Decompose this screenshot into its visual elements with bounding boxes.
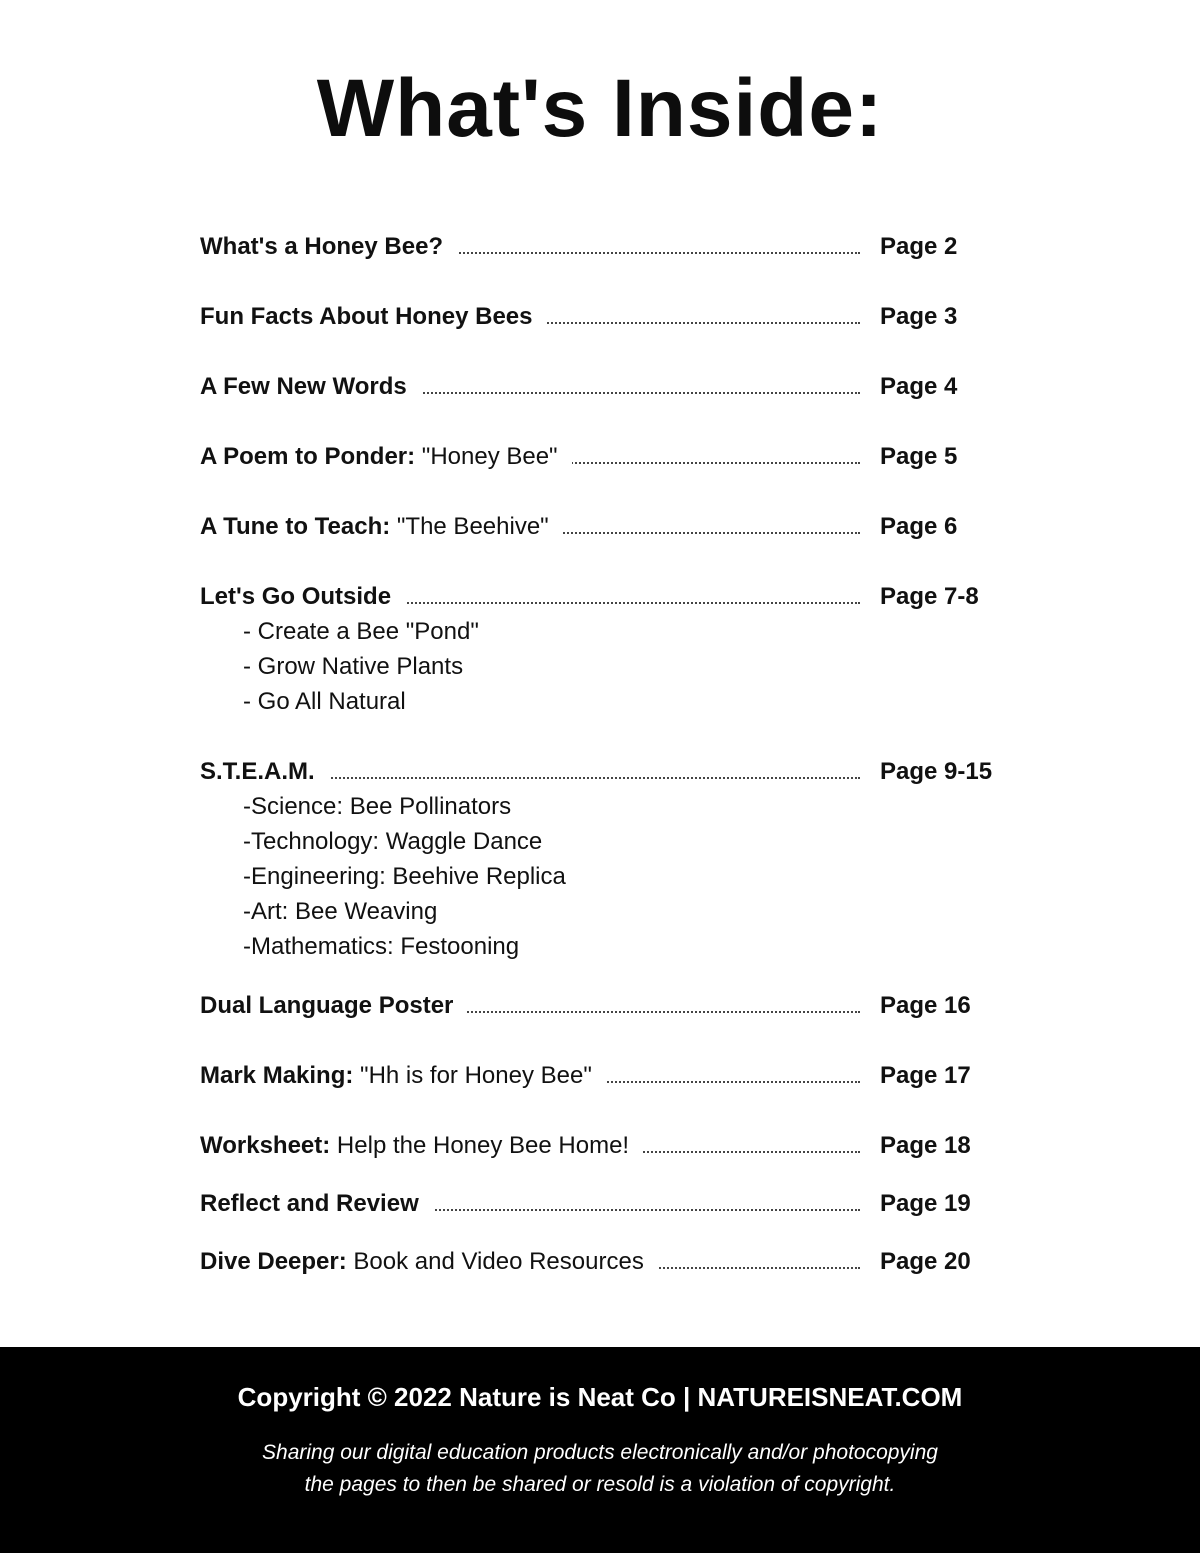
copyright-line: Copyright © 2022 Nature is Neat Co | NATUREISNEAT.COM (237, 1382, 963, 1412)
copyright-notice (0, 1437, 1200, 1501)
toc-entry (200, 755, 1020, 789)
entry-title: Dive Deeper: (200, 1248, 347, 1275)
entry-page: Page 3 (880, 303, 958, 330)
entry-page: Page 2 (880, 233, 958, 260)
entry-title: Let's Go Outside (200, 583, 392, 610)
copyright-notice-line: Sharing our digital education products electronically and/or photocopying (262, 1441, 938, 1464)
entry-subtitle: "Hh is for Honey Bee" (353, 1062, 592, 1089)
toc-entry (200, 580, 1020, 614)
toc-entry (200, 510, 1020, 544)
toc-subitem: -Mathematics: Festooning (243, 933, 520, 960)
entry-title: S.T.E.A.M. (200, 758, 315, 785)
toc-entry (200, 230, 1020, 264)
toc-entry (200, 1059, 1020, 1093)
toc-subitem: - Grow Native Plants (243, 653, 464, 680)
toc-entry (200, 1187, 1020, 1221)
entry-title: Mark Making: (200, 1062, 354, 1089)
entry-subtitle: "The Beehive" (390, 513, 549, 540)
entry-page: Page 18 (880, 1132, 971, 1159)
page-title: What's Inside: (316, 63, 884, 154)
entry-subtitle: "Honey Bee" (415, 443, 558, 470)
entry-page: Page 6 (880, 513, 958, 540)
toc-entry (200, 440, 1020, 474)
toc-subitem: - Create a Bee "Pond" (243, 618, 479, 645)
entry-page: Page 9-15 (880, 758, 993, 785)
entry-page: Page 7-8 (880, 583, 979, 610)
entry-title: Reflect and Review (200, 1190, 419, 1217)
copyright-footer (0, 1347, 1200, 1553)
toc-entry (200, 370, 1020, 404)
entry-title: Fun Facts About Honey Bees (200, 303, 533, 330)
entry-page: Page 17 (880, 1062, 971, 1089)
toc-subitem: -Technology: Waggle Dance (243, 828, 543, 855)
entry-title: A Poem to Ponder: (200, 443, 416, 470)
toc-entry (200, 300, 1020, 334)
entry-subtitle: Book and Video Resources (346, 1248, 644, 1275)
entry-page: Page 20 (880, 1248, 971, 1275)
entry-title: A Few New Words (200, 373, 407, 400)
toc-subitem: - Go All Natural (243, 688, 406, 715)
entry-page: Page 19 (880, 1190, 971, 1217)
entry-subtitle: Help the Honey Bee Home! (330, 1132, 630, 1159)
toc-entry (200, 989, 1020, 1023)
entry-title: Dual Language Poster (200, 992, 454, 1019)
toc-entry (200, 1129, 1020, 1163)
toc-subitem: -Science: Bee Pollinators (243, 793, 512, 820)
toc-entry (200, 1245, 1020, 1279)
entry-page: Page 16 (880, 992, 971, 1019)
toc-subitem: -Engineering: Beehive Replica (243, 863, 566, 890)
toc-subitem: -Art: Bee Weaving (243, 898, 438, 925)
entry-title: Worksheet: (200, 1132, 331, 1159)
copyright-notice-line: the pages to then be shared or resold is a violation of copyright. (304, 1473, 896, 1496)
entry-page: Page 4 (880, 373, 958, 400)
entry-page: Page 5 (880, 443, 958, 470)
entry-title: What's a Honey Bee? (200, 233, 444, 260)
entry-title: A Tune to Teach: (200, 513, 391, 540)
